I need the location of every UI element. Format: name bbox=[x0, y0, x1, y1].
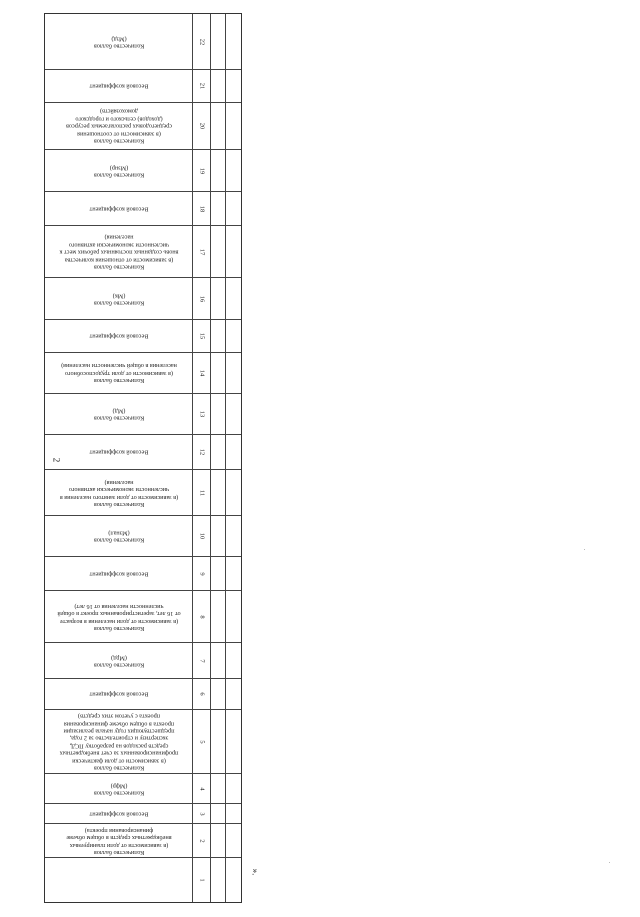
empty-cell bbox=[226, 679, 241, 709]
table-row bbox=[45, 278, 241, 320]
column-number: 12 bbox=[198, 448, 205, 456]
empty-cell bbox=[211, 710, 226, 773]
header-cell bbox=[45, 679, 193, 709]
column-number: 19 bbox=[198, 167, 205, 174]
empty-cell bbox=[211, 679, 226, 709]
column-number: 1 bbox=[198, 878, 205, 882]
table-row bbox=[45, 774, 241, 804]
empty-cell bbox=[226, 353, 241, 393]
empty-cell bbox=[211, 353, 226, 393]
empty-cell bbox=[226, 804, 241, 823]
empty-cell bbox=[226, 14, 241, 69]
column-number: 11 bbox=[198, 489, 205, 496]
header-cell bbox=[45, 858, 193, 902]
header-text: Весовой коэффициент bbox=[89, 205, 148, 213]
empty-cell bbox=[226, 643, 241, 678]
column-number-cell bbox=[193, 591, 211, 642]
empty-cell bbox=[226, 226, 241, 277]
header-cell bbox=[45, 103, 193, 149]
criteria-table bbox=[44, 13, 242, 903]
column-number: 4 bbox=[198, 786, 205, 791]
header-cell bbox=[45, 710, 193, 773]
table-row bbox=[45, 353, 241, 394]
column-number: 20 bbox=[198, 122, 205, 130]
empty-cell bbox=[211, 394, 226, 434]
table-row bbox=[45, 470, 241, 516]
column-number-cell bbox=[193, 557, 211, 590]
header-text: Весовой коэффициент bbox=[89, 570, 148, 578]
column-number: 7 bbox=[198, 658, 205, 663]
page-number: 2 bbox=[51, 457, 62, 463]
header-cell bbox=[45, 394, 193, 434]
column-number: 15 bbox=[198, 332, 205, 340]
empty-cell bbox=[226, 192, 241, 225]
empty-cell bbox=[226, 320, 241, 352]
table-row bbox=[45, 710, 241, 774]
empty-cell bbox=[226, 394, 241, 434]
column-number-cell bbox=[193, 710, 211, 773]
header-cell bbox=[45, 192, 193, 225]
header-text: Весовой коэффициент bbox=[89, 690, 148, 698]
header-cell bbox=[45, 435, 193, 469]
empty-cell bbox=[226, 710, 241, 773]
empty-cell bbox=[211, 591, 226, 642]
scan-speck bbox=[584, 549, 585, 550]
header-text: Количество баллов (Мк) bbox=[93, 291, 144, 306]
column-number-cell bbox=[193, 70, 211, 102]
table-row bbox=[45, 150, 241, 192]
table-row bbox=[45, 70, 241, 103]
empty-cell bbox=[226, 150, 241, 191]
empty-cell bbox=[211, 824, 226, 857]
column-number: 13 bbox=[198, 410, 205, 418]
column-number: 6 bbox=[198, 692, 205, 696]
column-number-cell bbox=[193, 14, 211, 69]
header-cell bbox=[45, 70, 193, 102]
column-number-cell bbox=[193, 103, 211, 149]
column-number-cell bbox=[193, 774, 211, 803]
column-number-cell bbox=[193, 824, 211, 857]
table-row bbox=[45, 643, 241, 679]
table-row bbox=[45, 679, 241, 710]
header-text: Весовой коэффициент bbox=[89, 448, 148, 456]
column-number: 16 bbox=[198, 295, 205, 302]
empty-cell bbox=[211, 774, 226, 803]
column-number: 17 bbox=[198, 248, 205, 255]
empty-cell bbox=[211, 14, 226, 69]
empty-cell bbox=[211, 858, 226, 902]
header-text: Количество баллов (в зависимости от доли населения в возрасте от 16 лет, зарегистрированных проект в общей численности населения от 16 лет) bbox=[56, 602, 181, 632]
empty-cell bbox=[211, 470, 226, 515]
header-text: Весовой коэффициент bbox=[89, 82, 148, 90]
column-number: 9 bbox=[198, 571, 205, 576]
empty-cell bbox=[226, 278, 241, 319]
header-cell bbox=[45, 824, 193, 857]
column-number-cell bbox=[193, 353, 211, 393]
empty-cell bbox=[226, 557, 241, 590]
table-row bbox=[45, 226, 241, 278]
column-number-cell bbox=[193, 858, 211, 902]
column-number: 18 bbox=[198, 205, 205, 212]
column-number: 3 bbox=[198, 811, 205, 816]
empty-cell bbox=[211, 150, 226, 191]
empty-cell bbox=[211, 278, 226, 319]
empty-cell bbox=[226, 470, 241, 515]
empty-cell bbox=[211, 192, 226, 225]
column-number: 14 bbox=[198, 369, 205, 377]
empty-cell bbox=[211, 435, 226, 469]
empty-cell bbox=[226, 591, 241, 642]
header-cell bbox=[45, 226, 193, 277]
header-cell bbox=[45, 150, 193, 191]
table-row bbox=[45, 824, 241, 858]
table-row bbox=[45, 435, 241, 470]
header-text: Количество баллов (Мрд) bbox=[93, 653, 144, 668]
table-row bbox=[45, 858, 241, 902]
header-text: Количество баллов (в зависимости от доли планируемых внебюджетных средств в общем объеме финансирования проекта) bbox=[65, 826, 172, 856]
header-cell bbox=[45, 14, 193, 69]
header-text: Количество баллов (в зависимости от доли фактически профинансированных за счет внебюджетных средств расходов на разработку ПСД, экспертизу и строительство за 2 года, предшествующих году начала реализации проекта в общем объеме финансирования проекта с учетом этих средств) bbox=[59, 712, 178, 772]
column-number: 21 bbox=[198, 82, 205, 90]
empty-cell bbox=[226, 774, 241, 803]
header-text: Количество баллов (в зависимости от отношения количества вновь созданных постоянных рабочих мест к численности экономически активного населения) bbox=[58, 233, 179, 271]
empty-cell bbox=[211, 804, 226, 823]
header-cell bbox=[45, 470, 193, 515]
column-number-cell bbox=[193, 435, 211, 469]
header-cell bbox=[45, 557, 193, 590]
header-text: Количество баллов (в зависимости от доли трудоспособного населения в общей численности населения) bbox=[60, 362, 177, 385]
table-row bbox=[45, 516, 241, 557]
empty-cell bbox=[211, 70, 226, 102]
table-row bbox=[45, 192, 241, 226]
table-row bbox=[45, 557, 241, 591]
empty-cell bbox=[211, 557, 226, 590]
header-cell bbox=[45, 516, 193, 556]
column-number-cell bbox=[193, 192, 211, 225]
empty-cell bbox=[211, 320, 226, 352]
header-cell bbox=[45, 278, 193, 319]
column-number-cell bbox=[193, 150, 211, 191]
table-row bbox=[45, 14, 241, 70]
empty-cell bbox=[211, 226, 226, 277]
header-text: Количество баллов (Мзнал) bbox=[93, 529, 144, 544]
column-number-cell bbox=[193, 679, 211, 709]
header-text: Количество баллов (в зависимости от доли занятого населения в численности экономически активного населения) bbox=[59, 478, 178, 508]
column-number-cell bbox=[193, 516, 211, 556]
column-number: 5 bbox=[198, 739, 205, 744]
empty-cell bbox=[211, 643, 226, 678]
header-cell bbox=[45, 320, 193, 352]
column-number: 22 bbox=[198, 38, 205, 45]
empty-cell bbox=[226, 103, 241, 149]
column-number: 10 bbox=[198, 532, 205, 540]
header-cell bbox=[45, 591, 193, 642]
empty-cell bbox=[226, 858, 241, 902]
column-number-cell bbox=[193, 804, 211, 823]
header-text: Количество баллов (Мзд) bbox=[93, 34, 144, 49]
header-cell bbox=[45, 804, 193, 823]
header-cell bbox=[45, 353, 193, 393]
empty-cell bbox=[226, 435, 241, 469]
column-number-cell bbox=[193, 394, 211, 434]
column-number-cell bbox=[193, 226, 211, 277]
header-cell bbox=[45, 774, 193, 803]
table-row bbox=[45, 394, 241, 435]
empty-cell bbox=[226, 516, 241, 556]
header-text: Весовой коэффициент bbox=[89, 332, 148, 340]
header-cell bbox=[45, 643, 193, 678]
column-number-cell bbox=[193, 643, 211, 678]
column-number: 2 bbox=[198, 838, 205, 843]
header-text: Количество баллов (Мд) bbox=[93, 407, 144, 422]
column-number: 8 bbox=[198, 614, 205, 619]
header-text: Количество баллов (Мзнр) bbox=[93, 163, 144, 178]
empty-cell bbox=[211, 516, 226, 556]
column-number-cell bbox=[193, 320, 211, 352]
empty-cell bbox=[226, 70, 241, 102]
header-text: Весовой коэффициент bbox=[89, 810, 148, 818]
empty-cell bbox=[211, 103, 226, 149]
empty-cell bbox=[226, 824, 241, 857]
column-number-cell bbox=[193, 470, 211, 515]
column-number-cell bbox=[193, 278, 211, 319]
table-row bbox=[45, 591, 241, 643]
closing-quote-mark: ». bbox=[250, 868, 261, 876]
table-row bbox=[45, 320, 241, 353]
table-row bbox=[45, 804, 241, 824]
header-text: Количество баллов (Мфр) bbox=[93, 781, 144, 796]
scan-speck bbox=[609, 862, 610, 863]
table-row bbox=[45, 103, 241, 150]
header-text: Количество баллов (в зависимости от соотношения среднегодовых располагаемых ресурсов (доходов) сельского и городского домохозяйств) bbox=[65, 107, 172, 145]
